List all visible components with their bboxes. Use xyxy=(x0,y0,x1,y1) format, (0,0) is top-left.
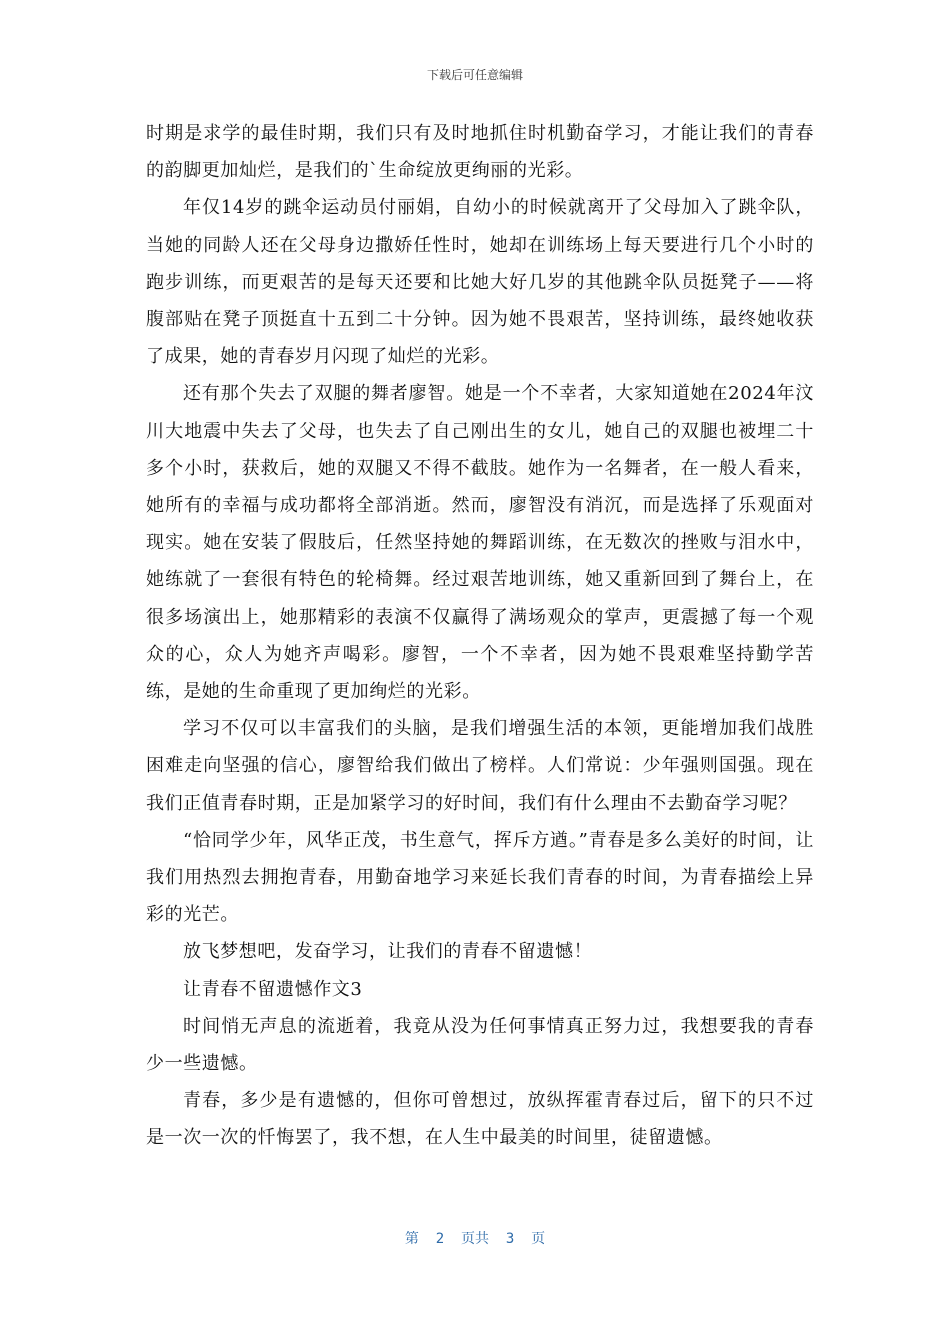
paragraph: 学习不仅可以丰富我们的头脑，是我们增强生活的本领，更能增加我们战胜困难走向坚强的信心，廖智给我们做出了榜样。人们常说：少年强则国强。现在我们正值青春时期，正是加紧学习的好时间，我们有什么理由不去勤奋学习呢？ xyxy=(146,718,814,814)
paragraph: 还有那个失去了双腿的舞者廖智。她是一个不幸者，大家知道她在2024年汶川大地震中失去了父母，也失去了自己刚出生的女儿，她自己的双腿也被埋二十多个小时，获救后，她的双腿又不得不截肢。她作为一名舞者，在一般人看来，她所有的幸福与成功都将全部消逝。然而，廖智没有消沉，而是选择了乐观面对现实。她在安装了假肢后，任然坚持她的舞蹈训练，在无数次的挫败与泪水中，她练就了一套很有特色的轮椅舞。经过艰苦地训练，她又重新回到了舞台上，在很多场演出上，她那精彩的表演不仅赢得了满场观众的掌声，更震撼了每一个观众的心，众人为她齐声喝彩。廖智，一个不幸者，因为她不畏艰难坚持勤学苦练，是她的生命重现了更加绚烂的光彩。 xyxy=(146,383,814,703)
document-body xyxy=(146,115,814,1157)
paragraph: 时期是求学的最佳时期，我们只有及时地抓住时机勤奋学习，才能让我们的青春的韵脚更加灿烂，是我们的`生命绽放更绚丽的光彩。 xyxy=(146,123,814,182)
paragraph: 时间悄无声息的流逝着，我竟从没为任何事情真正努力过，我想要我的青春少一些遗憾。 xyxy=(146,1015,814,1075)
paragraph: 放飞梦想吧，发奋学习，让我们的青春不留遗憾！ xyxy=(183,941,593,963)
paragraph: “恰同学少年，风华正茂，书生意气，挥斥方遒。”青春是多么美好的时间，让我们用热烈去拥抱青春，用勤奋地学习来延长我们青春的时间，为青春描绘上异彩的光芒。 xyxy=(146,829,814,926)
page-number-footer: 第 2 页共 3 页 xyxy=(404,1231,546,1247)
paragraph: 年仅14岁的跳伞运动员付丽娟，自幼小的时候就离开了父母加入了跳伞队，当她的同龄人还在父母身边撒娇任性时，她却在训练场上每天要进行几个小时的跑步训练，而更艰苦的是每天还要和比她大好几岁的其他跳伞队员挺凳子——将腹部贴在凳子顶挺直十五到二十分钟。因为她不畏艰苦，坚持训练，最终她收获了成果，她的青春岁月闪现了灿烂的光彩。 xyxy=(146,197,814,368)
page-header: 下载后可任意编辑 xyxy=(426,68,523,82)
section-title: 让青春不留遗憾作文3 xyxy=(183,978,363,1000)
paragraph: 青春，多少是有遗憾的，但你可曾想过，放纵挥霍青春过后，留下的只不过是一次一次的忏悔罢了，我不想，在人生中最美的时间里，徒留遗憾。 xyxy=(146,1090,814,1149)
